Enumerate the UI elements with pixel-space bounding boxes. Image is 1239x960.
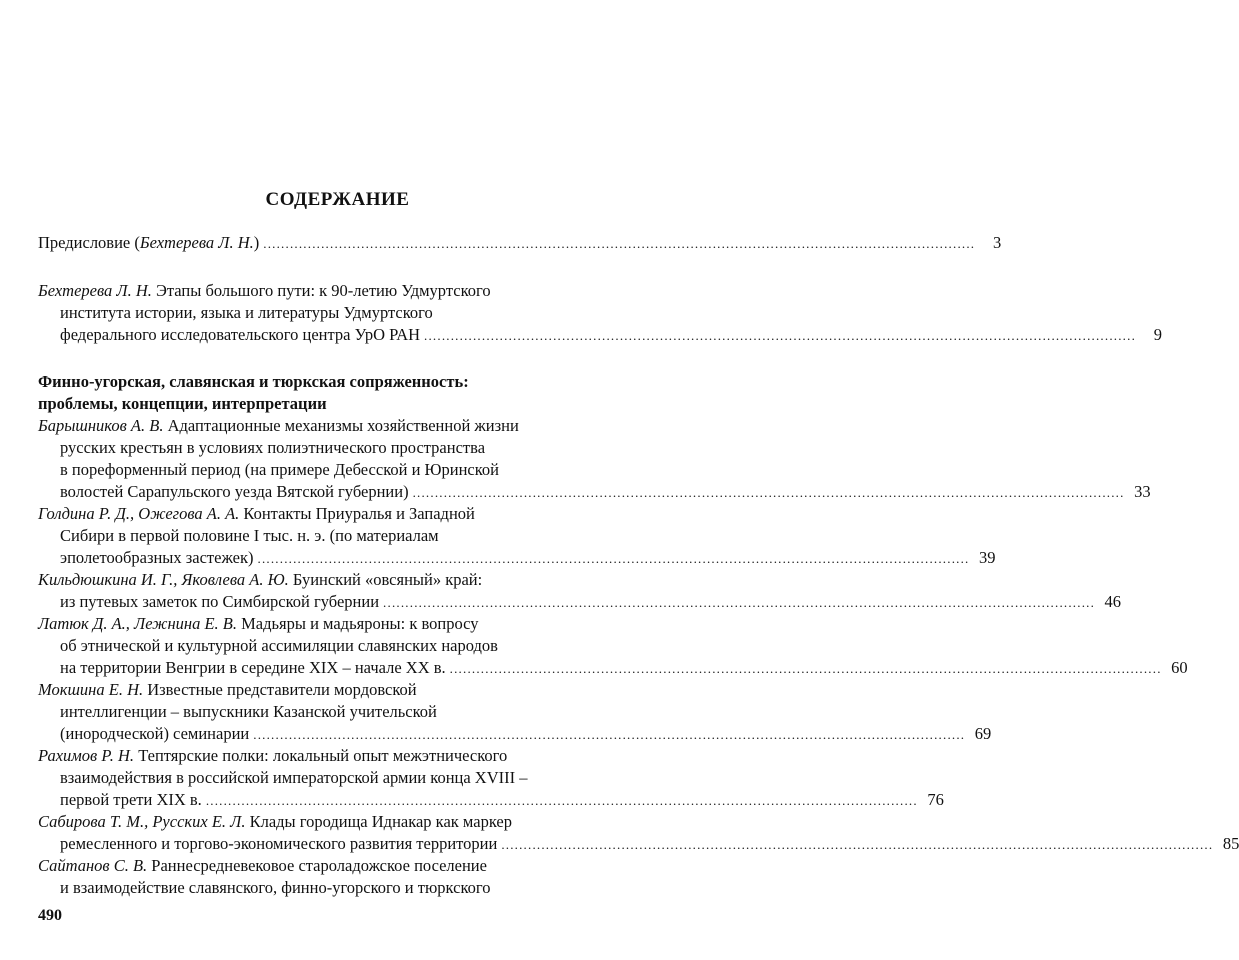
entry-title: Известные представители мордовской (147, 680, 417, 699)
entry-title: Тептярские полки: локальный опыт межэтнического (138, 746, 508, 765)
toc-entry-3[interactable] (38, 503, 638, 525)
entry-title: Буинский «овсяный» край: (292, 570, 483, 589)
toc-entry-4[interactable] (38, 569, 638, 591)
entry-title: Предисловие ( (38, 233, 140, 252)
entry-title: эполетообразных застежек) (60, 548, 254, 567)
leader-dots: ................................................................................................................................................................ (253, 727, 966, 742)
page-ref: 39 (979, 548, 996, 567)
entry-continuation: русских крестьян в условиях полиэтнического пространства (60, 438, 486, 457)
entry-last-line (60, 547, 996, 570)
page-ref: 76 (927, 790, 944, 809)
section-heading: Финно-угорская, славянская и тюркская сопряженность: (38, 372, 469, 391)
toc-entry-1[interactable] (38, 280, 638, 302)
entry-author: Сабирова Т. М., Русских Е. Л. (38, 812, 246, 831)
entry-title: Мадьяры и мадьяроны: к вопросу (241, 614, 479, 633)
entry-last-line (60, 833, 1239, 856)
leader-dots: ................................................................................................................................................................ (412, 485, 1125, 500)
entry-author: Бехтерева Л. Н. (38, 281, 152, 300)
page-ref: 69 (974, 724, 992, 743)
entry-continuation: Сибири в первой половине I тыс. н. э. (по материалам (60, 526, 439, 545)
entry-continuation: в пореформенный период (на примере Дебесской и Юринской (60, 460, 499, 479)
entry-author: Латюк Д. А., Лежнина Е. В. (38, 614, 237, 633)
page-ref: 85 (1222, 834, 1239, 853)
entry-title: ремесленного и торгово-экономического развития территории (60, 834, 498, 853)
page-ref: 60 (1171, 658, 1188, 677)
leader-dots: ................................................................................................................................................................ (205, 793, 918, 808)
entry-title: федерального исследовательского центра УрО РАН (60, 325, 421, 344)
entry-author: Барышников А. В. (38, 416, 164, 435)
entry-last-line (60, 324, 1163, 347)
entry-continuation: взаимодействия в российской императорской армии конца XVIII – (60, 768, 528, 787)
page-title: СОДЕРЖАНИЕ (265, 189, 410, 210)
toc-entry-6[interactable] (38, 679, 638, 701)
entry-author: Бехтерева Л. Н. (139, 233, 254, 252)
entry-author: Голдина Р. Д., Ожегова А. А. (38, 504, 240, 523)
entry-last-line (60, 591, 1122, 614)
entry-title-close: ) (253, 233, 260, 252)
entry-author: Сайтанов С. В. (38, 856, 148, 875)
entry-last-line (60, 481, 1151, 504)
page-ref: 33 (1134, 482, 1151, 501)
section-heading-cont: проблемы, концепции, интерпретации (38, 394, 327, 413)
toc-entry-2[interactable] (38, 415, 638, 437)
entry-author: Кильдюшкина И. Г., Яковлева А. Ю. (38, 570, 289, 589)
entry-continuation: института истории, языка и литературы Удмуртского (60, 303, 433, 322)
leader-dots: ................................................................................................................................................................ (257, 551, 970, 566)
toc-entry-preface[interactable] (38, 232, 1002, 255)
leader-dots: ................................................................................................................................................................ (501, 837, 1214, 852)
entry-title: Клады городища Иднакар как маркер (249, 812, 512, 831)
toc-entry-9[interactable] (38, 855, 638, 877)
entry-title: из путевых заметок по Симбирской губернии (60, 592, 380, 611)
entry-last-line (60, 657, 1188, 680)
entry-author: Мокшина Е. Н. (38, 680, 144, 699)
entry-title: волостей Сарапульского уезда Вятской губернии) (60, 482, 409, 501)
entry-title: Адаптационные механизмы хозяйственной жизни (167, 416, 519, 435)
page-ref: 46 (1104, 592, 1122, 611)
entry-continuation: об этнической и культурной ассимиляции славянских народов (60, 636, 498, 655)
toc-entry-7[interactable] (38, 745, 638, 767)
entry-title: Этапы большого пути: к 90-летию Удмуртского (156, 281, 491, 300)
entry-last-line (60, 723, 992, 746)
leader-dots: ................................................................................................................................................................ (263, 236, 976, 251)
toc-entry-8[interactable] (38, 811, 638, 833)
page-ref: 9 (1153, 325, 1163, 344)
entry-title: (инородческой) семинарии (60, 724, 250, 743)
entry-title: первой трети XIX в. (60, 790, 202, 809)
entry-title: на территории Венгрии в середине XIX – начале XX в. (60, 658, 446, 677)
leader-dots: ................................................................................................................................................................ (424, 328, 1137, 343)
entry-author: Рахимов Р. Н. (38, 746, 135, 765)
entry-title: Контакты Приуралья и Западной (243, 504, 475, 523)
entry-title: Раннесредневековое староладожское поселение (151, 856, 487, 875)
entry-continuation: и взаимодействие славянского, финно-угорского и тюркского (60, 878, 491, 897)
leader-dots: ................................................................................................................................................................ (383, 595, 1096, 610)
toc-entry-5[interactable] (38, 613, 638, 635)
entry-continuation: интеллигенции – выпускники Казанской учительской (60, 702, 437, 721)
entry-last-line (60, 789, 944, 812)
page-ref: 3 (993, 233, 1002, 252)
page-number: 490 (38, 907, 62, 924)
leader-dots: ................................................................................................................................................................ (449, 661, 1162, 676)
